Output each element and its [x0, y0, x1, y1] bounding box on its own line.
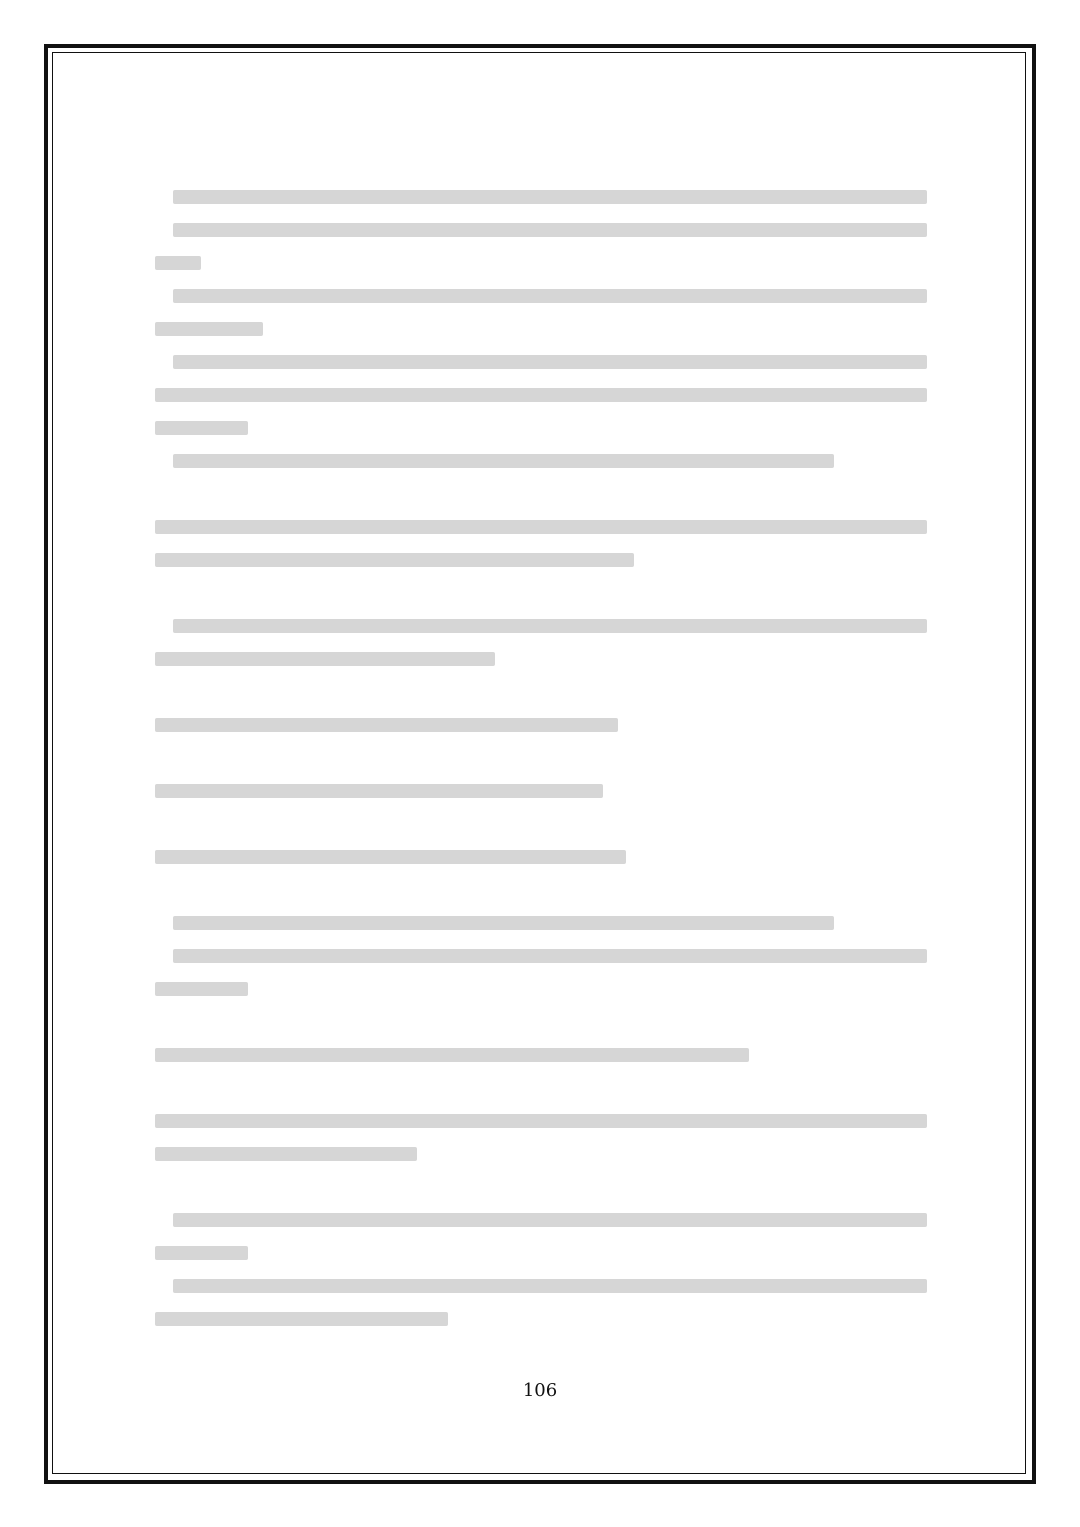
redaction-bar	[155, 256, 201, 270]
blank-line	[155, 477, 927, 510]
text-line-redacted	[155, 1203, 927, 1236]
blank-line	[155, 576, 927, 609]
redaction-bar	[173, 916, 834, 930]
redaction-bar	[173, 619, 927, 633]
text-line-redacted	[155, 708, 927, 741]
text-line-redacted	[155, 378, 927, 411]
redaction-bar	[173, 454, 834, 468]
blank-line	[155, 807, 927, 840]
blank-line	[155, 1005, 927, 1038]
redaction-bar	[173, 223, 927, 237]
text-line-redacted	[155, 279, 927, 312]
text-line-redacted	[155, 510, 927, 543]
redaction-bar	[155, 388, 927, 402]
redaction-bar	[155, 1048, 749, 1062]
redaction-bar	[155, 718, 618, 732]
text-line-redacted	[155, 972, 927, 1005]
text-line-redacted	[155, 180, 927, 213]
page-number: 106	[522, 1380, 558, 1401]
blank-line	[155, 873, 927, 906]
blank-line	[155, 1071, 927, 1104]
text-line-redacted	[155, 1302, 927, 1335]
redaction-bar	[173, 355, 927, 369]
text-line-redacted	[155, 246, 927, 279]
text-line-redacted	[155, 1137, 927, 1170]
redaction-bar	[155, 652, 495, 666]
blank-line	[155, 1170, 927, 1203]
text-line-redacted	[155, 1269, 927, 1302]
redaction-bar	[155, 322, 263, 336]
blank-line	[155, 675, 927, 708]
text-line-redacted	[155, 642, 927, 675]
redaction-bar	[173, 1279, 927, 1293]
redaction-bar	[155, 1312, 448, 1326]
text-line-redacted	[155, 345, 927, 378]
text-line-redacted	[155, 444, 927, 477]
redaction-bar	[155, 520, 927, 534]
redaction-bar	[173, 289, 927, 303]
redaction-bar	[173, 949, 927, 963]
redaction-bar	[155, 1114, 927, 1128]
text-line-redacted	[155, 939, 927, 972]
text-line-redacted	[155, 840, 927, 873]
redaction-bar	[155, 421, 248, 435]
redaction-bar	[173, 1213, 927, 1227]
text-line-redacted	[155, 906, 927, 939]
text-line-redacted	[155, 543, 927, 576]
blank-line	[155, 741, 927, 774]
text-line-redacted	[155, 312, 927, 345]
text-line-redacted	[155, 411, 927, 444]
body-text-redacted	[155, 180, 927, 1335]
redaction-bar	[155, 1147, 417, 1161]
text-line-redacted	[155, 609, 927, 642]
redaction-bar	[155, 850, 626, 864]
text-line-redacted	[155, 1038, 927, 1071]
text-line-redacted	[155, 774, 927, 807]
redaction-bar	[155, 553, 634, 567]
redaction-bar	[173, 190, 927, 204]
text-line-redacted	[155, 1104, 927, 1137]
text-line-redacted	[155, 213, 927, 246]
redaction-bar	[155, 784, 603, 798]
text-line-redacted	[155, 1236, 927, 1269]
redaction-bar	[155, 982, 248, 996]
redaction-bar	[155, 1246, 248, 1260]
